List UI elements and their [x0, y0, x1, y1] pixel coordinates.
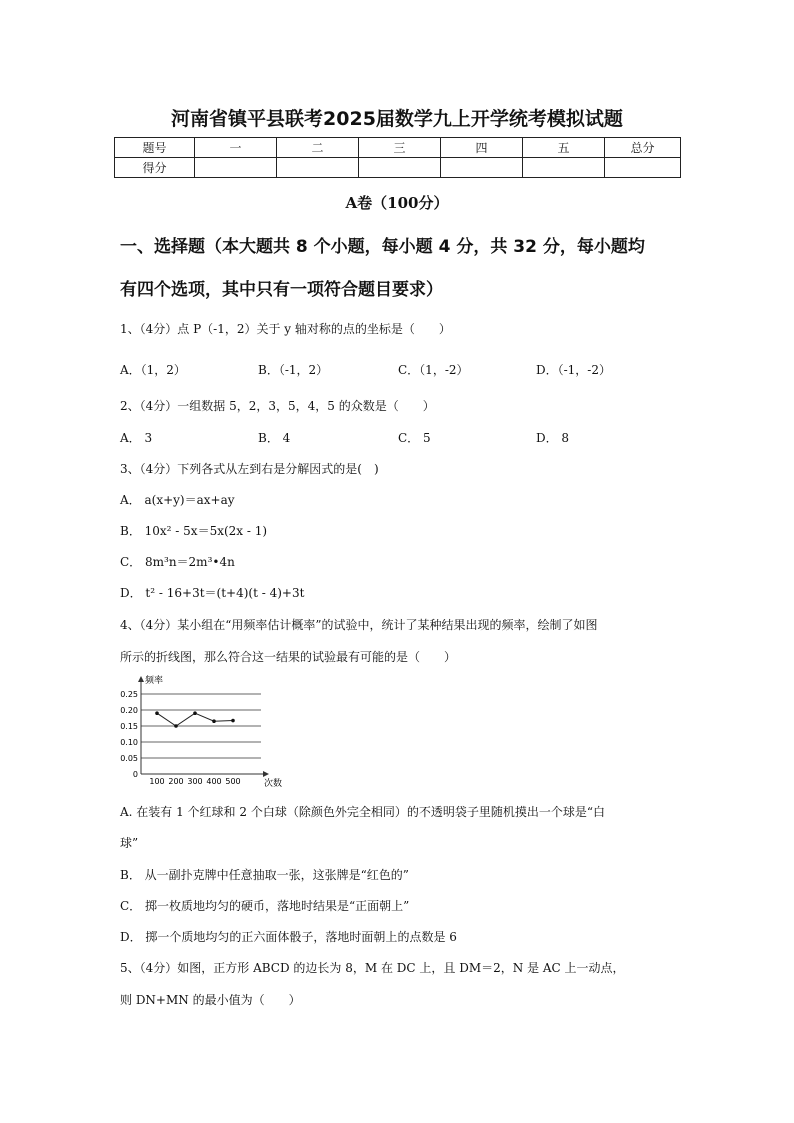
score-header-cell: 一	[195, 138, 277, 158]
x-tick-label: 300	[187, 777, 203, 786]
x-tick-label: 500	[225, 777, 241, 786]
score-cell[interactable]	[605, 158, 681, 178]
score-cell[interactable]	[441, 158, 523, 178]
y-tick-labels	[120, 690, 138, 779]
question-4-option-b[interactable]: B． 从一副扑克牌中任意抽取一张，这张牌是“红色的”	[120, 868, 409, 882]
data-point	[174, 724, 178, 728]
question-2-stem: 2、（4分）一组数据 5，2，3，5，4，5 的众数是（ ）	[120, 399, 435, 413]
score-table-score-row	[115, 158, 681, 178]
data-point	[155, 711, 159, 715]
score-table	[114, 137, 681, 178]
frequency-line-chart	[117, 674, 283, 790]
volume-heading: A卷（100分）	[345, 194, 449, 212]
question-4-option-c[interactable]: C． 掷一枚质地均匀的硬币，落地时结果是“正面朝上”	[120, 899, 410, 913]
question-1-option-b[interactable]: B．（-1，2）	[258, 363, 329, 377]
question-4-option-a-line-1[interactable]: A. 在装有 1 个红球和 2 个白球（除颜色外完全相同）的不透明袋子里随机摸出一个球是“白	[120, 805, 605, 819]
question-2-option-d[interactable]: D． 8	[536, 431, 570, 445]
question-1-option-a[interactable]: A．（1，2）	[120, 363, 186, 377]
data-point	[212, 719, 216, 723]
question-4-option-d[interactable]: D． 掷一个质地均匀的正六面体骰子，落地时面朝上的点数是 6	[120, 930, 457, 944]
score-header-cell: 二	[277, 138, 359, 158]
score-table-header-row	[115, 138, 681, 158]
question-4-option-a-line-2[interactable]: 球”	[120, 836, 139, 850]
y-tick-label: 0.20	[120, 706, 138, 715]
x-tick-label: 100	[149, 777, 165, 786]
data-point	[231, 719, 235, 723]
score-header-cell: 总分	[605, 138, 681, 158]
score-row-label: 得分	[115, 158, 195, 178]
y-tick-label: 0.25	[120, 690, 138, 699]
section-heading-line-2: 有四个选项，其中只有一项符合题目要求）	[120, 280, 443, 300]
question-3-stem: 3、（4分）下列各式从左到右是分解因式的是( )	[120, 462, 379, 476]
question-2-option-b[interactable]: B． 4	[258, 431, 291, 445]
question-2-option-c[interactable]: C． 5	[398, 431, 431, 445]
section-heading-line-1: 一、选择题（本大题共 8 个小题，每小题 4 分，共 32 分，每小题均	[120, 237, 645, 257]
score-cell[interactable]	[523, 158, 605, 178]
y-tick-label: 0.15	[120, 722, 138, 731]
page-title: 河南省镇平县联考2025届数学九上开学统考模拟试题	[171, 108, 623, 130]
question-4-stem-line-1: 4、（4分）某小组在“用频率估计概率”的试验中，统计了某种结果出现的频率，绘制了如图	[120, 618, 598, 632]
question-1-option-d[interactable]: D．（-1，-2）	[536, 363, 612, 377]
score-header-cell: 五	[523, 138, 605, 158]
score-header-cell: 三	[359, 138, 441, 158]
x-tick-labels	[149, 777, 240, 786]
y-tick-label: 0.05	[120, 754, 138, 763]
x-axis-label: 次数	[264, 779, 283, 789]
score-cell[interactable]	[195, 158, 277, 178]
question-5-stem-line-2: 则 DN+MN 的最小值为（ ）	[120, 993, 301, 1007]
question-3-option-c[interactable]: C． 8m³n＝2m³•4n	[120, 555, 235, 569]
question-3-option-a[interactable]: A． a(x+y)＝ax+ay	[120, 493, 235, 507]
question-5-stem-line-1: 5、（4分）如图，正方形 ABCD 的边长为 8，M 在 DC 上，且 DM＝2，N 是 AC 上一动点，	[120, 961, 625, 975]
y-axis-arrow	[138, 676, 144, 682]
x-axis-arrow	[263, 771, 269, 777]
data-point	[193, 711, 197, 715]
question-3-option-b[interactable]: B． 10x² - 5x＝5x(2x - 1)	[120, 524, 268, 538]
question-2-option-a[interactable]: A． 3	[120, 431, 153, 445]
y-tick-label: 0.10	[120, 738, 138, 747]
x-tick-label: 200	[168, 777, 184, 786]
question-3-option-d[interactable]: D． t² - 16+3t＝(t+4)(t - 4)+3t	[120, 586, 305, 600]
x-tick-label: 400	[206, 777, 222, 786]
question-4-stem-line-2: 所示的折线图，那么符合这一结果的试验最有可能的是（ ）	[120, 650, 457, 664]
y-tick-label: 0	[132, 770, 138, 779]
frequency-series-line	[157, 713, 233, 726]
chart-grid	[141, 694, 261, 758]
question-1-stem: 1、（4分）点 P（-1，2）关于 y 轴对称的点的坐标是（ ）	[120, 322, 451, 336]
score-cell[interactable]	[277, 158, 359, 178]
score-header-cell: 四	[441, 138, 523, 158]
score-cell[interactable]	[359, 158, 441, 178]
question-1-option-c[interactable]: C．（1，-2）	[398, 363, 469, 377]
score-header-cell: 题号	[115, 138, 195, 158]
y-axis-label: 频率	[145, 676, 164, 686]
